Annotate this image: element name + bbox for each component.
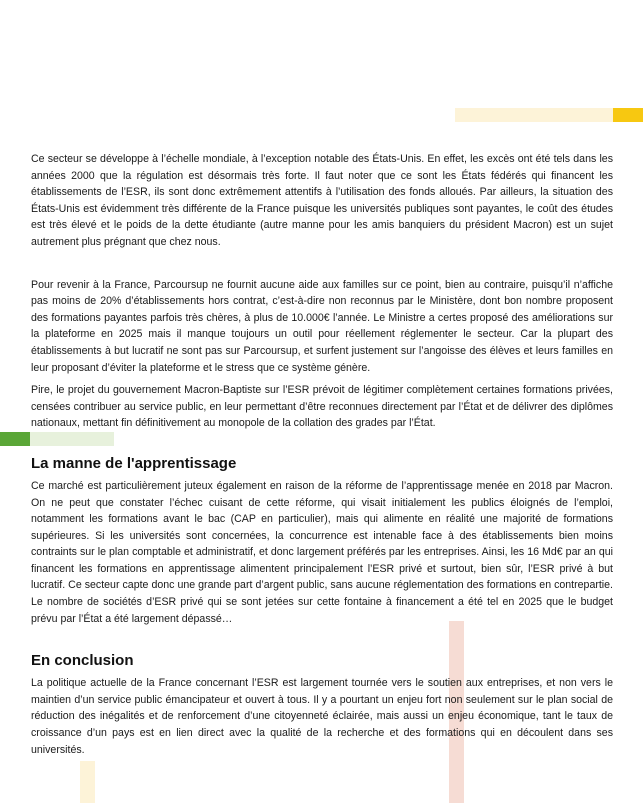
paragraph-us-market: Ce secteur se développe à l’échelle mondiale, à l’exception notable des États-Unis. En effet, les excès ont été tels dans les années 2000 que la régulation est désormais très forte. Il faut noter que ce sont les États fédérés qui financent les établissements de l’ESR, ils sont donc extrêmement attentifs à l’utilisation des fonds alloués. Par ailleurs, la situation des États-Unis est évidemment très différente de la France puisque les universités publiques sont payantes, le coût des études est très élevé et le poids de la dette étudiante (autre manne pour les amis banquiers du président Macron) est un sujet autrement plus prégnant que chez nous. bbox=[31, 153, 613, 248]
paragraph-parcoursup: Pour revenir à la France, Parcoursup ne fournit aucune aide aux familles sur ce point, bien au contraire, puisqu’il n’affiche pas moins de 20% d’établissements hors contrat, c’est-à-dire non reconnus par le Ministère, dont bon nombre proposent des formations payantes parfois très chères, à plus de 10.000€ l’année. Le Ministre a certes proposé des améliorations sur la plateforme en 2025 mais il manque toujours un outil pour réellement réglementer le secteur. Car la plupart des établissements à but lucratif ne sont pas sur Parcoursup, et surfent justement sur l’angoisse des élèves et leurs familles en leur proposant d’éviter la plateforme et le stress que ce système génère. bbox=[31, 278, 613, 374]
decorative-bar-yellow-top bbox=[613, 108, 643, 122]
decorative-bar-cream-top bbox=[455, 108, 613, 122]
paragraph-conclusion: La politique actuelle de la France concernant l’ESR est largement tournée vers le soutien aux entreprises, et non vers le maintien d’un service public émancipateur et ouvert à tous. Il y a pourtant un enjeu fort non seulement sur le plan social de réduction des inégalités et de renforcement d’une citoyenneté éclairée, mais aussi un enjeu économique, tant le taux de croissance d’un pays est en lien direct avec la qualité de la recherche et des formations qui en découlent dans ses universités. bbox=[31, 677, 613, 756]
heading-apprentissage: La manne de l'apprentissage bbox=[31, 454, 237, 472]
paragraph-government-project: Pire, le projet du gouvernement Macron-Baptiste sur l’ESR prévoit de légitimer complètement certaines formations privées, censées contribuer au service public, en leur permettant d’être reconnues directement par l’État et de délivrer des diplômes nationaux, mettant fin définitivement au monopole de la collation des grades par l’État. bbox=[31, 384, 613, 430]
decorative-bar-cream-bottom bbox=[80, 761, 95, 803]
article-body bbox=[31, 151, 613, 758]
paragraph-apprentissage: Ce marché est particulièrement juteux également en raison de la réforme de l’apprentissage menée en 2018 par Macron. On ne peut que constater l’échec cuisant de cette réforme, qui visait initialement les publics éloignés de l’emploi, notamment les formations avant le bac (CAP en particulier), mais qui alimente en réalité une majorité de formations supérieures. Si les universités sont concernées, la concurrence est intenable face à des établissements bien moins contraints sur le plan comptable et administratif, et donc largement préférés par les entreprises. Ainsi, les 16 Md€ par an qui financent les formations en apprentissage alimentent principalement l’ESR privé et surtout, bien sûr, l’ESR privé à but lucratif. Ce secteur capte donc une grande part d’argent public, sans aucune réglementation des formations en contrepartie. Le nombre de sociétés d’ESR privé qui se sont jetées sur cette fontaine à financement a été tel en 2025 que le budget prévu par l’État a été largement dépassé… bbox=[31, 479, 613, 625]
heading-conclusion: En conclusion bbox=[31, 652, 134, 670]
decorative-bar-green bbox=[0, 432, 30, 446]
